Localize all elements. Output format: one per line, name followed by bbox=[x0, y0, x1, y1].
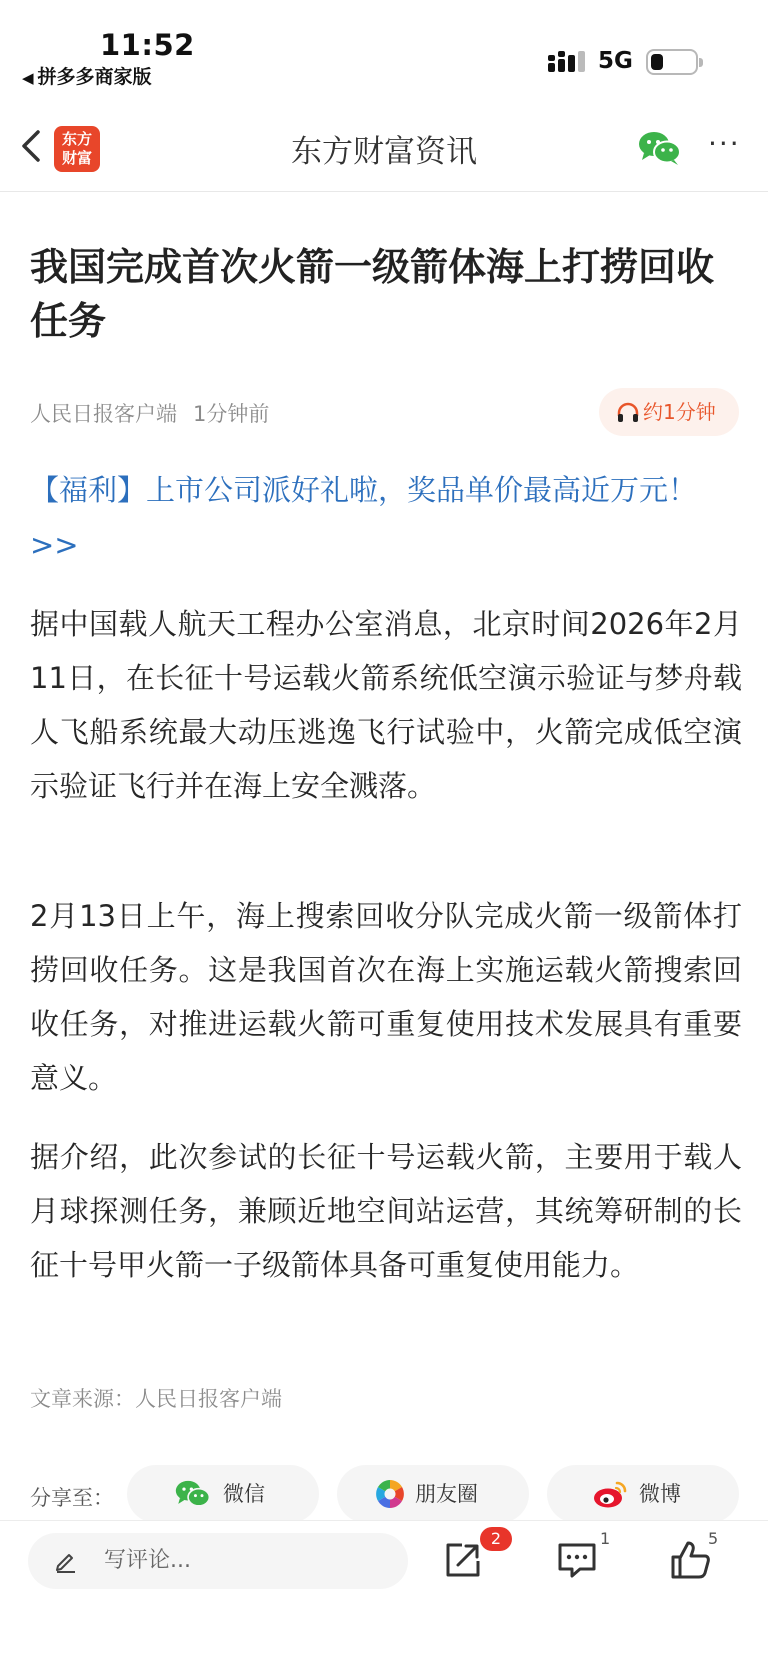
bottom-action-bar bbox=[0, 1520, 768, 1670]
moments-icon bbox=[375, 1479, 405, 1509]
article-paragraph-3: 据介绍，此次参试的长征十号运载火箭，主要用于载人月球探测任务，兼顾近地空间站运营，其统筹研制的长征十号甲火箭一子级箭体具备可重复使用能力。 bbox=[30, 1140, 742, 1282]
weibo-icon bbox=[593, 1479, 629, 1509]
promo-link[interactable]: 【福利】上市公司派好礼啦，奖品单价最高近万元！>> bbox=[30, 473, 698, 562]
article-meta bbox=[30, 398, 269, 428]
article-headline: 我国完成首次火箭一级箭体海上打捞回收任务 bbox=[30, 245, 715, 343]
share-moments-button[interactable] bbox=[337, 1465, 529, 1523]
wechat-icon[interactable] bbox=[638, 130, 682, 166]
back-to-app-link[interactable] bbox=[22, 62, 152, 89]
signal-icon bbox=[548, 50, 588, 76]
wechat-icon bbox=[175, 1479, 211, 1509]
listen-button[interactable] bbox=[599, 388, 739, 436]
more-options-icon[interactable]: ··· bbox=[708, 127, 741, 160]
article-source: 人民日报客户端 bbox=[30, 402, 177, 426]
share-label: 分享至： bbox=[30, 1486, 114, 1510]
comment-icon[interactable] bbox=[556, 1539, 598, 1581]
listen-duration: 约1分钟 bbox=[643, 400, 716, 424]
share-wechat-button[interactable] bbox=[127, 1465, 319, 1523]
comment-placeholder: 写评论... bbox=[104, 1548, 191, 1573]
page-title: 东方财富资讯 bbox=[291, 134, 477, 170]
back-app-label: 拼多多商家版 bbox=[37, 66, 152, 88]
article-paragraph-1: 据中国载人航天工程办公室消息，北京时间2026年2月11日，在长征十号运载火箭系统低空演示验证与梦舟载人飞船系统最大动压逃逸飞行试验中，火箭完成低空演示验证飞行并在海上安全溅落。 bbox=[30, 607, 742, 803]
like-count: 5 bbox=[708, 1529, 719, 1548]
network-type: 5G bbox=[598, 48, 633, 74]
share-wechat-label: 微信 bbox=[223, 1482, 265, 1506]
share-icon[interactable] bbox=[442, 1539, 484, 1581]
article-paragraph-2: 2月13日上午，海上搜索回收分队完成火箭一级箭体打捞回收任务。这是我国首次在海上实施运载火箭搜索回收任务，对推进运载火箭可重复使用技术发展具有重要意义。 bbox=[30, 899, 742, 1095]
comment-count: 1 bbox=[600, 1529, 611, 1548]
thumbs-up-icon[interactable] bbox=[670, 1539, 712, 1581]
logo-line-1: 东方 bbox=[61, 130, 92, 148]
article-source-line: 文章来源：人民日报客户端 bbox=[30, 1387, 282, 1411]
status-bar bbox=[0, 0, 768, 100]
share-weibo-button[interactable] bbox=[547, 1465, 739, 1523]
back-triangle-icon: ◀ bbox=[22, 69, 34, 87]
comment-input[interactable] bbox=[28, 1533, 408, 1589]
status-time: 11:52 bbox=[100, 28, 195, 62]
article-time: 1分钟前 bbox=[193, 402, 270, 426]
nav-bar bbox=[0, 100, 768, 192]
logo-line-2: 财富 bbox=[61, 149, 92, 167]
battery-icon bbox=[646, 49, 698, 75]
share-moments-label: 朋友圈 bbox=[415, 1482, 478, 1506]
headphones-icon bbox=[617, 402, 639, 422]
pencil-icon bbox=[54, 1549, 78, 1573]
share-weibo-label: 微博 bbox=[639, 1482, 681, 1506]
share-count-badge: 2 bbox=[480, 1527, 512, 1551]
